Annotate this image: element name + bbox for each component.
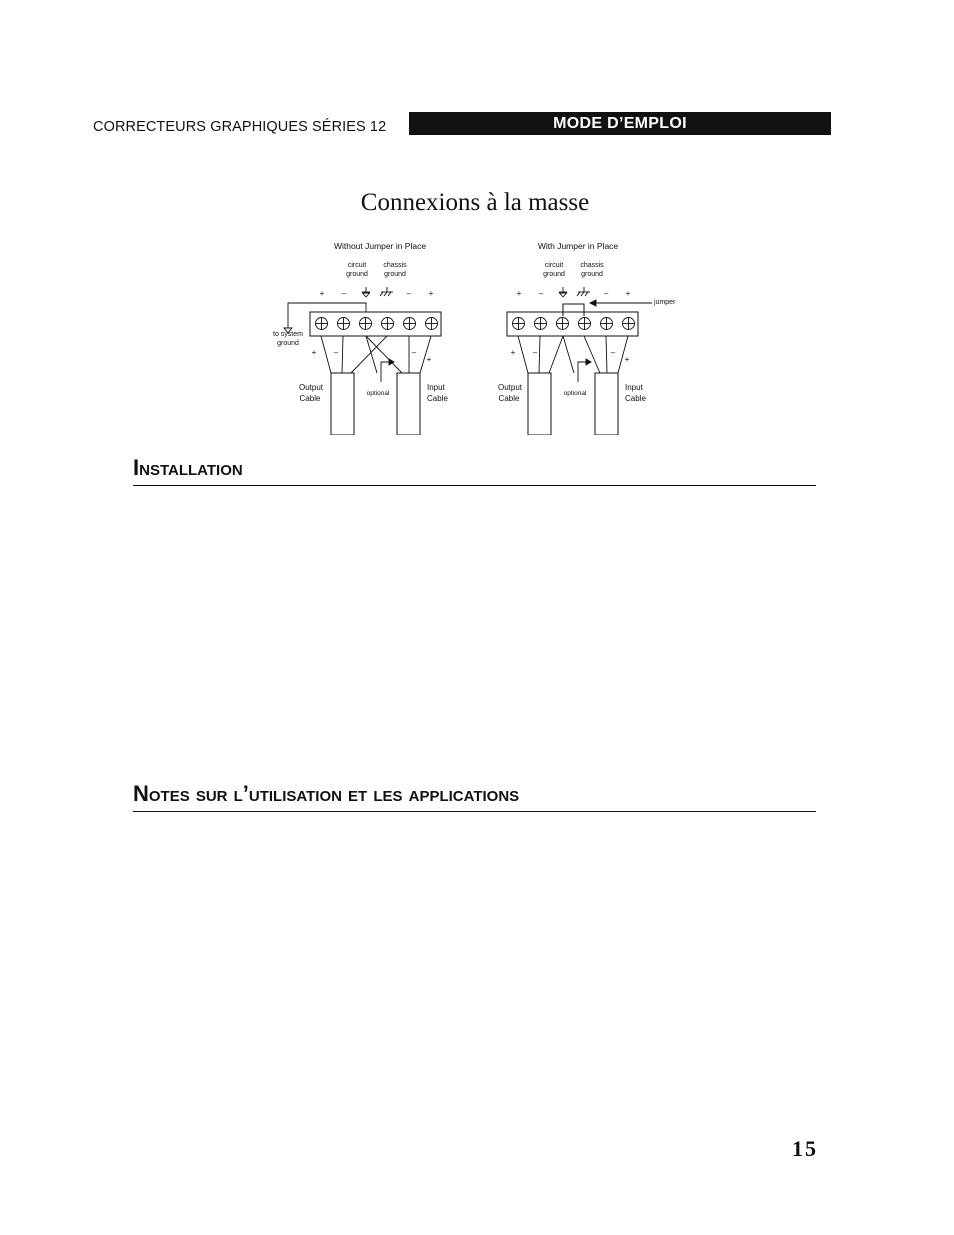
to-system-ground-label: ground — [277, 340, 299, 347]
input-cable — [397, 373, 420, 435]
page-number: 15 — [792, 1136, 818, 1161]
plus-sign: + — [510, 348, 516, 357]
plus-sign: + — [319, 289, 325, 298]
to-system-ground-label: to system — [273, 331, 303, 338]
chassis-ground-icon — [380, 287, 393, 296]
diagram-title-right: With Jumper in Place — [537, 241, 619, 251]
diagram-title-left: Without Jumper in Place — [333, 241, 427, 251]
plus-sign: + — [624, 355, 630, 364]
plus-sign: + — [311, 348, 317, 357]
circuit-ground-icon — [362, 287, 370, 297]
jumper-arrow — [590, 300, 652, 306]
input-cable-label: Cable — [625, 394, 646, 403]
output-cable-label: Output — [497, 383, 523, 392]
running-header-title: CORRECTEURS GRAPHIQUES SÉRIES 12 — [93, 119, 387, 135]
chassis-ground-label: ground — [581, 271, 603, 278]
circuit-ground-label: circuit — [544, 262, 564, 269]
plus-sign: + — [428, 289, 434, 298]
diagram-without-jumper — [273, 241, 448, 441]
circuit-ground-label: ground — [346, 271, 368, 278]
chassis-ground-label: chassis — [580, 262, 604, 269]
input-cable — [595, 373, 618, 435]
minus-sign: – — [411, 348, 417, 357]
output-cable-label: Output — [298, 383, 324, 392]
plus-sign: + — [426, 355, 432, 364]
minus-sign: – — [341, 289, 347, 298]
input-cable-label: Cable — [427, 394, 448, 403]
diagram-with-jumper — [498, 241, 676, 441]
chassis-ground-label: chassis — [383, 262, 407, 269]
optional-arrow — [381, 359, 394, 382]
minus-sign: – — [610, 348, 616, 357]
input-cable-label: Input — [625, 383, 643, 392]
output-cable — [331, 373, 354, 435]
optional-label: optional — [366, 390, 390, 397]
minus-sign: – — [333, 348, 339, 357]
page-title: Connexions à la masse — [360, 189, 590, 216]
chassis-ground-icon — [577, 287, 590, 296]
section-heading-installation: Installation — [133, 455, 816, 486]
minus-sign: – — [532, 348, 538, 357]
minus-sign: – — [603, 289, 609, 298]
output-cable — [528, 373, 551, 435]
input-cable-label: Input — [427, 383, 445, 392]
output-cable-label: Cable — [299, 394, 321, 403]
optional-arrow — [578, 359, 591, 382]
jumper-label: jumper — [654, 299, 676, 306]
minus-sign: – — [406, 289, 412, 298]
section-heading-notes: Notes sur l’utilisation et les applications — [133, 781, 816, 812]
minus-sign: – — [538, 289, 544, 298]
ground-connection-diagram — [262, 236, 692, 441]
plus-sign: + — [625, 289, 631, 298]
terminal-strip — [507, 312, 638, 336]
circuit-ground-label: circuit — [347, 262, 367, 269]
output-cable-label: Cable — [498, 394, 520, 403]
running-header-section: MODE D’EMPLOI — [553, 115, 687, 132]
plus-sign: + — [516, 289, 522, 298]
circuit-ground-icon — [559, 287, 567, 297]
optional-label: optional — [563, 390, 587, 397]
terminal-strip — [310, 312, 441, 336]
circuit-ground-label: ground — [543, 271, 565, 278]
chassis-ground-label: ground — [384, 271, 406, 278]
